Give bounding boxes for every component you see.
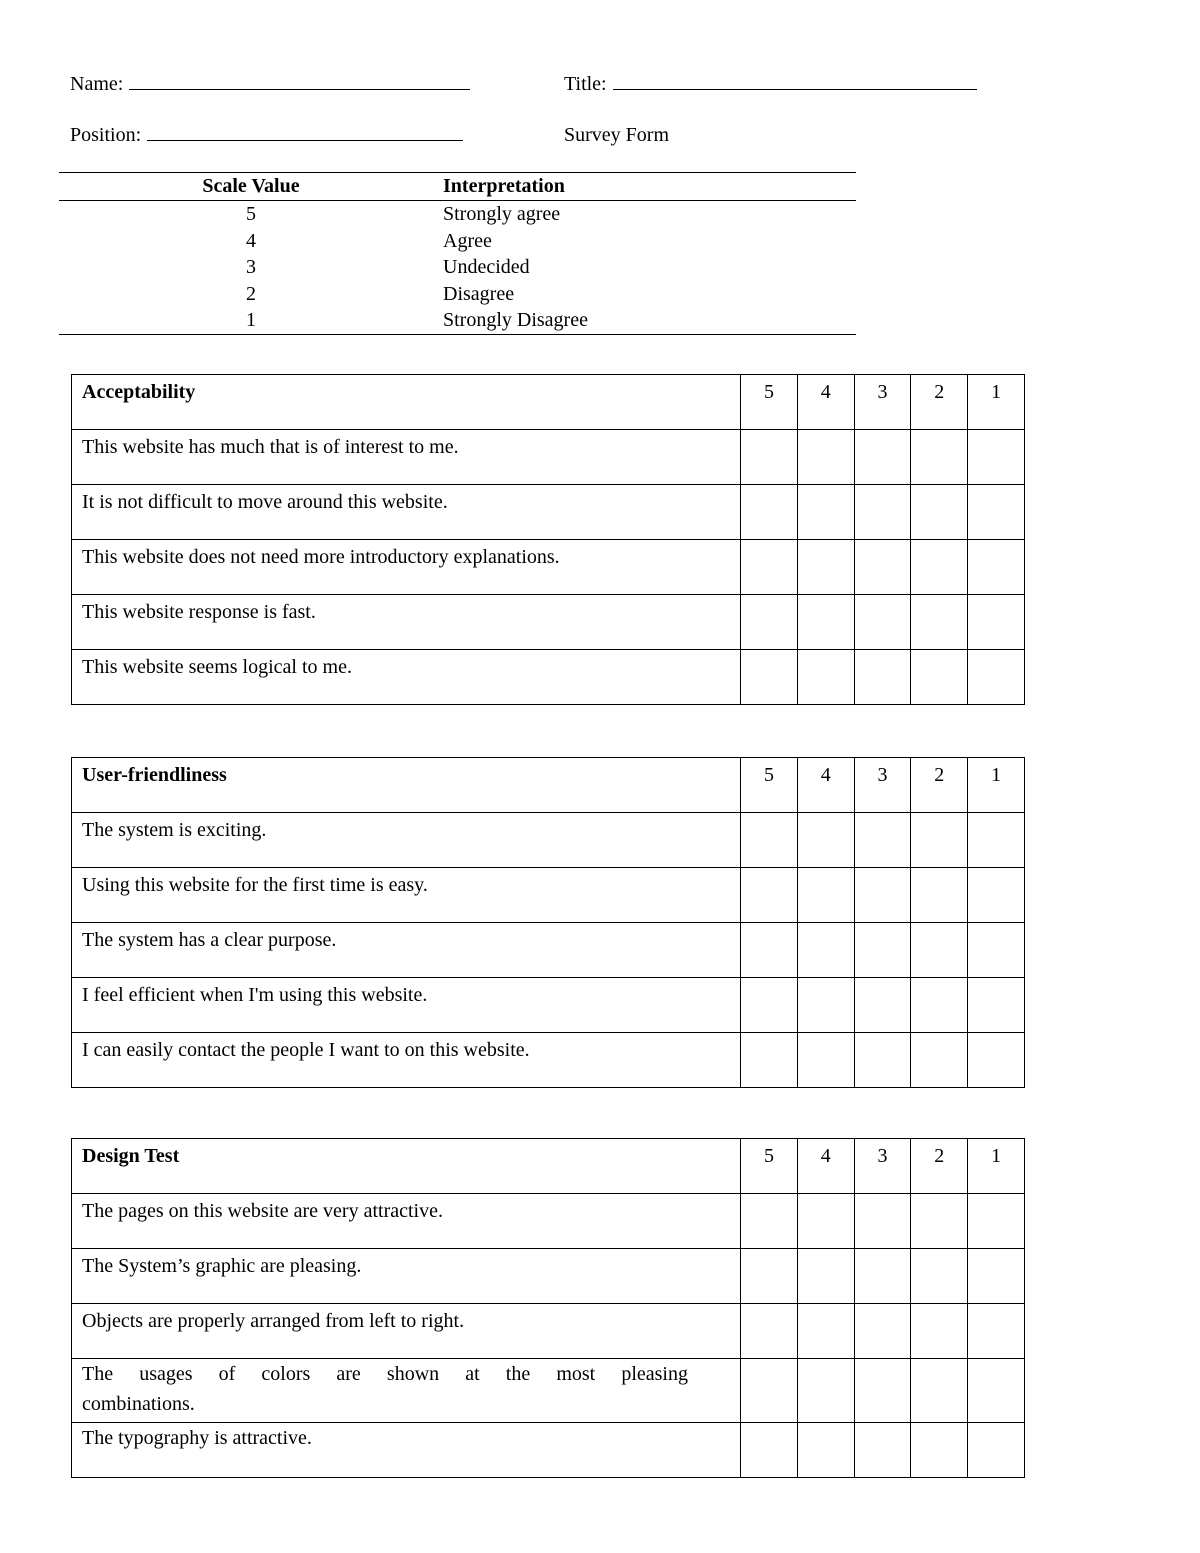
rating-cell-5[interactable]	[741, 485, 798, 540]
acceptability-table	[71, 374, 1025, 705]
rating-cell-3[interactable]	[854, 1423, 911, 1478]
rating-cell-2[interactable]	[911, 1033, 968, 1088]
table-row	[72, 540, 1025, 595]
rating-header: 4	[797, 1139, 854, 1194]
rating-cell-1[interactable]	[968, 1304, 1025, 1359]
rating-cell-2[interactable]	[911, 1304, 968, 1359]
table-row	[72, 1033, 1025, 1088]
rating-cell-1[interactable]	[968, 813, 1025, 868]
rating-cell-2[interactable]	[911, 595, 968, 650]
rating-cell-2[interactable]	[911, 923, 968, 978]
rating-cell-1[interactable]	[968, 923, 1025, 978]
rating-cell-3[interactable]	[854, 813, 911, 868]
rating-header: 5	[741, 758, 798, 813]
design-test-table	[71, 1138, 1025, 1478]
rating-header: 5	[741, 375, 798, 430]
rating-cell-1[interactable]	[968, 540, 1025, 595]
rating-cell-4[interactable]	[797, 978, 854, 1033]
scale-label: Disagree	[443, 282, 515, 305]
table-row	[72, 978, 1025, 1033]
section-title: Acceptability	[72, 375, 741, 430]
scale-label: Agree	[443, 229, 492, 252]
rating-header: 2	[911, 1139, 968, 1194]
question-text: It is not difficult to move around this website.	[72, 485, 741, 540]
scale-value: 3	[246, 256, 256, 279]
rating-cell-4[interactable]	[797, 1304, 854, 1359]
scale-row	[59, 254, 856, 281]
rating-header: 3	[854, 758, 911, 813]
question-text: I feel efficient when I'm using this website.	[72, 978, 741, 1033]
rating-cell-5[interactable]	[741, 1359, 798, 1423]
scale-label: Undecided	[443, 256, 530, 279]
scale-value: 2	[246, 282, 256, 305]
rating-cell-4[interactable]	[797, 430, 854, 485]
name-label: Name:	[70, 73, 124, 95]
rating-cell-1[interactable]	[968, 868, 1025, 923]
rating-header: 2	[911, 375, 968, 430]
rating-cell-3[interactable]	[854, 540, 911, 595]
question-text: This website seems logical to me.	[72, 650, 741, 705]
rating-cell-5[interactable]	[741, 1033, 798, 1088]
title-blank[interactable]	[613, 88, 977, 90]
title-field	[564, 73, 977, 96]
rating-cell-1[interactable]	[968, 650, 1025, 705]
table-row	[72, 1249, 1025, 1304]
scale-label: Strongly agree	[443, 203, 561, 225]
rating-cell-2[interactable]	[911, 1194, 968, 1249]
rating-cell-4[interactable]	[797, 540, 854, 595]
rating-cell-3[interactable]	[854, 1304, 911, 1359]
question-text: Objects are properly arranged from left to right.	[72, 1304, 741, 1359]
scale-header-row	[59, 173, 856, 201]
rating-cell-1[interactable]	[968, 1423, 1025, 1478]
name-blank[interactable]	[129, 88, 470, 90]
question-text: The system has a clear purpose.	[72, 923, 741, 978]
section-title: Design Test	[72, 1139, 741, 1194]
rating-cell-3[interactable]	[854, 485, 911, 540]
rating-cell-3[interactable]	[854, 1194, 911, 1249]
rating-cell-4[interactable]	[797, 1249, 854, 1304]
scale-value: 4	[246, 229, 256, 252]
rating-cell-4[interactable]	[797, 1033, 854, 1088]
scale-label: Strongly Disagree	[443, 309, 588, 332]
rating-cell-5[interactable]	[741, 650, 798, 705]
rating-cell-2[interactable]	[911, 1249, 968, 1304]
rating-cell-1[interactable]	[968, 978, 1025, 1033]
table-row	[72, 595, 1025, 650]
rating-header: 1	[968, 758, 1025, 813]
table-row	[72, 1194, 1025, 1249]
rating-cell-1[interactable]	[968, 595, 1025, 650]
rating-cell-3[interactable]	[854, 1033, 911, 1088]
table-row	[72, 485, 1025, 540]
scale-row	[59, 307, 856, 334]
rating-cell-2[interactable]	[911, 813, 968, 868]
rating-header: 3	[854, 375, 911, 430]
scale-value: 5	[246, 203, 256, 225]
rating-header: 1	[968, 375, 1025, 430]
question-text: I can easily contact the people I want to on this website.	[72, 1033, 741, 1088]
rating-cell-4[interactable]	[797, 1359, 854, 1423]
scale-value-header: Scale Value	[202, 175, 300, 197]
question-text: The typography is attractive.	[72, 1423, 741, 1478]
table-row	[72, 1359, 1025, 1423]
rating-cell-1[interactable]	[968, 485, 1025, 540]
rating-header: 3	[854, 1139, 911, 1194]
interpretation-header: Interpretation	[443, 175, 565, 197]
table-row	[72, 430, 1025, 485]
rating-cell-3[interactable]	[854, 1249, 911, 1304]
rating-cell-1[interactable]	[968, 430, 1025, 485]
rating-cell-4[interactable]	[797, 1423, 854, 1478]
rating-cell-5[interactable]	[741, 1194, 798, 1249]
rating-cell-5[interactable]	[741, 595, 798, 650]
section-header-row	[72, 758, 1025, 813]
rating-cell-1[interactable]	[968, 1249, 1025, 1304]
form-title: Survey Form	[564, 124, 669, 146]
section-header-row	[72, 375, 1025, 430]
section-title: User-friendliness	[72, 758, 741, 813]
scale-row	[59, 201, 856, 228]
question-text: The pages on this website are very attractive.	[72, 1194, 741, 1249]
rating-cell-2[interactable]	[911, 868, 968, 923]
rating-cell-3[interactable]	[854, 868, 911, 923]
rating-cell-4[interactable]	[797, 1194, 854, 1249]
question-text	[72, 1359, 741, 1423]
rating-cell-3[interactable]	[854, 650, 911, 705]
table-row	[72, 1304, 1025, 1359]
rating-header: 2	[911, 758, 968, 813]
title-label: Title:	[564, 73, 607, 95]
rating-cell-1[interactable]	[968, 1359, 1025, 1423]
question-line-2: combinations.	[82, 1393, 195, 1415]
rating-cell-5[interactable]	[741, 923, 798, 978]
rating-cell-2[interactable]	[911, 1423, 968, 1478]
question-text: This website response is fast.	[72, 595, 741, 650]
question-text: This website has much that is of interest to me.	[72, 430, 741, 485]
name-field	[70, 73, 470, 96]
question-text: This website does not need more introductory explanations.	[72, 540, 741, 595]
position-label: Position:	[70, 124, 142, 146]
rating-cell-5[interactable]	[741, 813, 798, 868]
rating-cell-4[interactable]	[797, 650, 854, 705]
rating-cell-5[interactable]	[741, 1304, 798, 1359]
question-line-1: The usages of colors are shown at the most pleasing	[82, 1363, 688, 1385]
rating-cell-2[interactable]	[911, 430, 968, 485]
rating-cell-4[interactable]	[797, 868, 854, 923]
rating-cell-5[interactable]	[741, 430, 798, 485]
table-row	[72, 1423, 1025, 1478]
scale-value: 1	[246, 309, 256, 332]
scale-row	[59, 281, 856, 308]
rating-cell-4[interactable]	[797, 485, 854, 540]
rating-cell-3[interactable]	[854, 430, 911, 485]
rating-cell-2[interactable]	[911, 1359, 968, 1423]
rating-cell-5[interactable]	[741, 868, 798, 923]
rating-cell-1[interactable]	[968, 1194, 1025, 1249]
position-blank[interactable]	[147, 139, 463, 141]
scale-row	[59, 228, 856, 255]
rating-cell-5[interactable]	[741, 1249, 798, 1304]
rating-cell-5[interactable]	[741, 540, 798, 595]
rating-cell-4[interactable]	[797, 595, 854, 650]
question-text: Using this website for the first time is easy.	[72, 868, 741, 923]
rating-cell-3[interactable]	[854, 1359, 911, 1423]
rating-cell-3[interactable]	[854, 595, 911, 650]
rating-cell-3[interactable]	[854, 978, 911, 1033]
rating-cell-4[interactable]	[797, 813, 854, 868]
table-row	[72, 813, 1025, 868]
section-header-row	[72, 1139, 1025, 1194]
rating-cell-5[interactable]	[741, 978, 798, 1033]
rating-cell-4[interactable]	[797, 923, 854, 978]
table-row	[72, 923, 1025, 978]
rating-cell-1[interactable]	[968, 1033, 1025, 1088]
rating-cell-2[interactable]	[911, 540, 968, 595]
rating-cell-2[interactable]	[911, 485, 968, 540]
rating-header: 5	[741, 1139, 798, 1194]
scale-legend	[59, 172, 856, 335]
user-friendliness-table	[71, 757, 1025, 1088]
table-row	[72, 868, 1025, 923]
rating-cell-2[interactable]	[911, 650, 968, 705]
table-row	[72, 650, 1025, 705]
rating-header: 1	[968, 1139, 1025, 1194]
rating-header: 4	[797, 758, 854, 813]
rating-cell-3[interactable]	[854, 923, 911, 978]
question-text: The System’s graphic are pleasing.	[72, 1249, 741, 1304]
rating-cell-2[interactable]	[911, 978, 968, 1033]
position-field	[70, 124, 463, 147]
rating-header: 4	[797, 375, 854, 430]
question-text: The system is exciting.	[72, 813, 741, 868]
rating-cell-5[interactable]	[741, 1423, 798, 1478]
